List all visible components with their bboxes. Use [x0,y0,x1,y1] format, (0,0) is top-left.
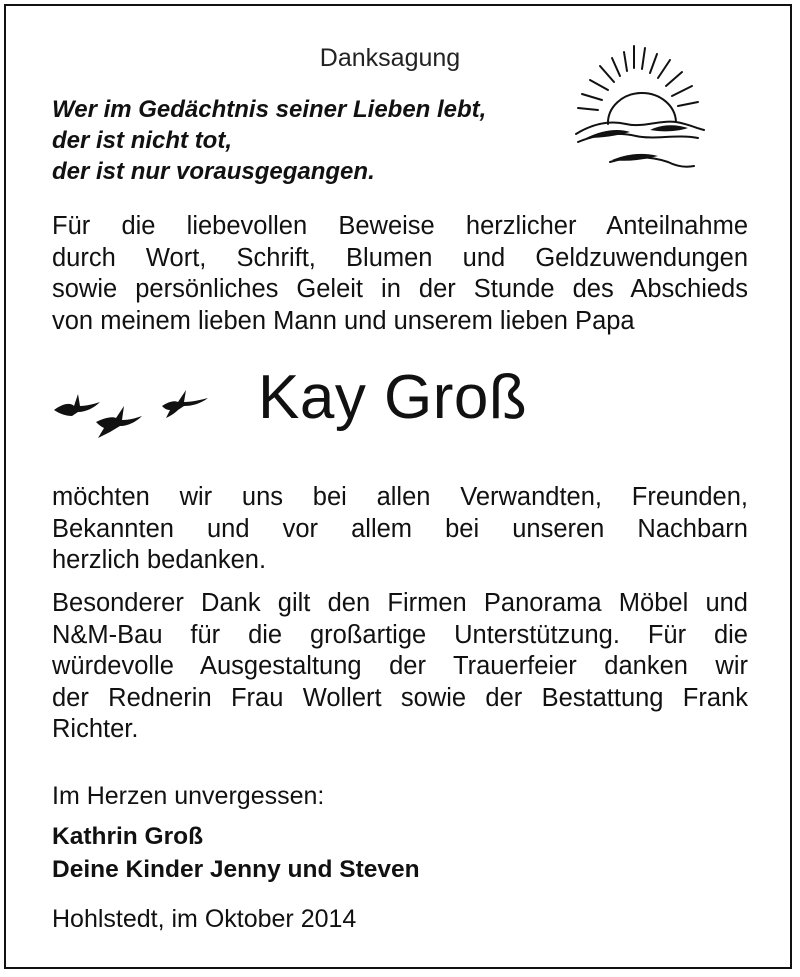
paragraph-line: Für die liebevollen Beweise herzlicher Anteilnahme [52,212,748,240]
closing-line: Im Herzen unvergessen: [52,782,325,810]
paragraph-line: möchten wir uns bei allen Verwandten, Freunden, [52,483,748,511]
motto-line: Wer im Gedächtnis seiner Lieben lebt, [52,96,487,123]
paragraph-line: herzlich bedanken. [52,546,267,574]
paragraph-line: würdevolle Ausgestaltung der Trauerfeier danken wir [52,652,748,680]
sunrise-icon [572,38,712,178]
paragraph-line: Bekannten und vor allem bei unseren Nachbarn [52,514,748,543]
signatory: Deine Kinder Jenny und Steven [52,856,420,883]
deceased-name: Kay Groß [258,363,528,432]
paragraph-line: N&M-Bau für die großartige Unterstützung. Für die [52,620,748,649]
flying-birds-icon [50,372,215,447]
motto-line: der ist nur vorausgegangen. [52,158,375,185]
signatories [52,820,420,886]
paragraph-line: durch Wort, Schrift, Blumen und Geldzuwendungen [52,243,748,272]
paragraph-line: der Rednerin Frau Wollert sowie der Bestattung Frank [52,683,748,712]
paragraph-line: Richter. [52,715,139,743]
signatory: Kathrin Groß [52,823,204,850]
heading-text: Danksagung [319,44,461,72]
thanks-paragraph-3 [52,588,748,746]
paragraph-line: von meinem lieben Mann und unserem lieben Papa [52,306,635,335]
place-and-date: Hohlstedt, im Oktober 2014 [52,905,357,933]
motto-line: der ist nicht tot, [52,127,232,154]
motto-quote [52,94,486,187]
thanks-paragraph-1 [52,211,748,337]
paragraph-line: sowie persönliches Geleit in der Stunde des Abschieds [52,275,748,303]
paragraph-line: Besonderer Dank gilt den Firmen Panorama Möbel und [52,589,748,617]
thanks-paragraph-2 [52,482,748,577]
